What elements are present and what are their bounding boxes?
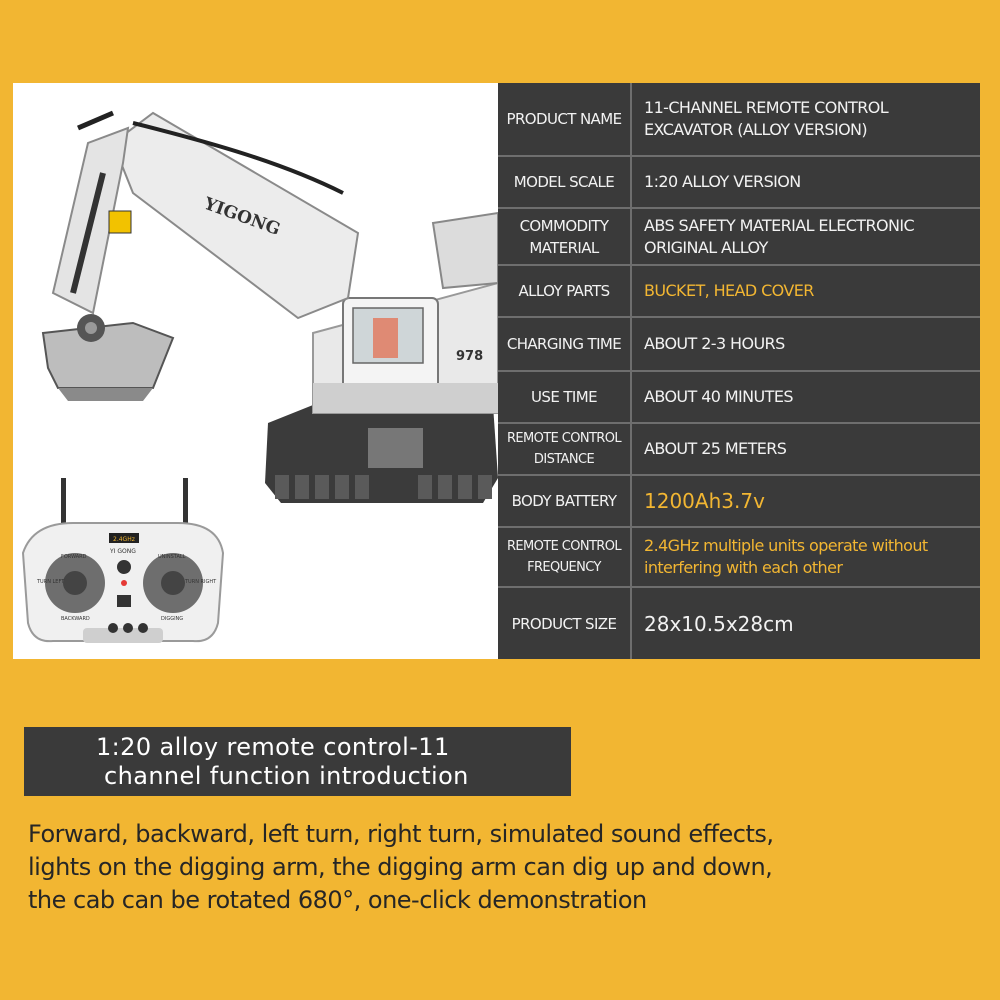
spec-label: PRODUCT NAME [498,83,632,155]
model-number-text: 978 [456,349,484,364]
spec-row-charging-time [498,318,980,372]
spec-value: ABOUT 25 METERS [644,439,787,458]
remote-label-turn-right: TURN RIGHT [185,579,217,585]
headline-line-1: 1:20 alloy remote control-11 [96,733,450,761]
spec-row-product-size [498,588,980,659]
remote-display-text: 2.4GHz [113,536,135,543]
spec-label: CHARGING TIME [498,318,632,370]
spec-value: 2.4GHz multiple units operate without interfering with each other [644,536,928,577]
spec-value: 1200Ah3.7v [644,489,765,513]
excavator-tracks [265,405,498,503]
excavator-illustration [13,83,498,659]
excavator-boom [53,113,358,318]
remote-brand-text: YI GONG [110,548,136,555]
spec-label: BODY BATTERY [498,476,632,526]
spec-row-product-name [498,83,980,157]
description-line: lights on the digging arm, the digging arm can dig up and down, [28,853,773,881]
spec-value: ABS SAFETY MATERIAL ELECTRONIC ORIGINAL ALLOY [644,215,915,257]
product-image [13,83,498,659]
spec-value: BUCKET, HEAD COVER [644,281,814,300]
spec-value: 28x10.5x28cm [644,611,794,636]
headline-line-2: channel function introduction [104,762,469,790]
excavator-bucket [43,314,173,401]
spec-label: REMOTE CONTROL FREQUENCY [498,528,632,586]
spec-row-body-battery [498,476,980,528]
spec-value: ABOUT 2-3 HOURS [644,334,785,353]
feature-description [28,818,968,917]
spec-label: USE TIME [498,372,632,422]
description-line: the cab can be rotated 680°, one-click demonstration [28,886,647,914]
spec-label: ALLOY PARTS [498,266,632,316]
spec-value: 11-CHANNEL REMOTE CONTROL EXCAVATOR (ALLOY VERSION) [644,98,889,139]
spec-table [498,83,980,659]
remote-label-uninstall: UNINSTALL [158,554,186,560]
spec-row-model-scale [498,157,980,209]
spec-value: 1:20 ALLOY VERSION [644,172,801,191]
description-line: Forward, backward, left turn, right turn, simulated sound effects, [28,820,774,848]
spec-value: ABOUT 40 MINUTES [644,387,793,406]
headline-box [24,727,571,796]
spec-label: REMOTE CONTROL DISTANCE [498,424,632,474]
brand-text: YIGONG [201,193,283,240]
spec-row-remote-distance [498,424,980,476]
spec-row-use-time [498,372,980,424]
spec-row-alloy-parts [498,266,980,318]
spec-row-commodity-material [498,209,980,266]
spec-label: COMMODITY MATERIAL [498,209,632,264]
spec-label: MODEL SCALE [498,157,632,207]
remote-label-backward: BACKWARD [61,616,90,622]
remote-label-forward: FORWARD [61,554,87,560]
remote-label-digging: DIGGING [161,616,184,622]
spec-row-remote-frequency [498,528,980,588]
remote-controller [23,478,223,643]
spec-label: PRODUCT SIZE [498,588,632,659]
remote-label-turn-left: TURN LEFT [37,579,65,585]
